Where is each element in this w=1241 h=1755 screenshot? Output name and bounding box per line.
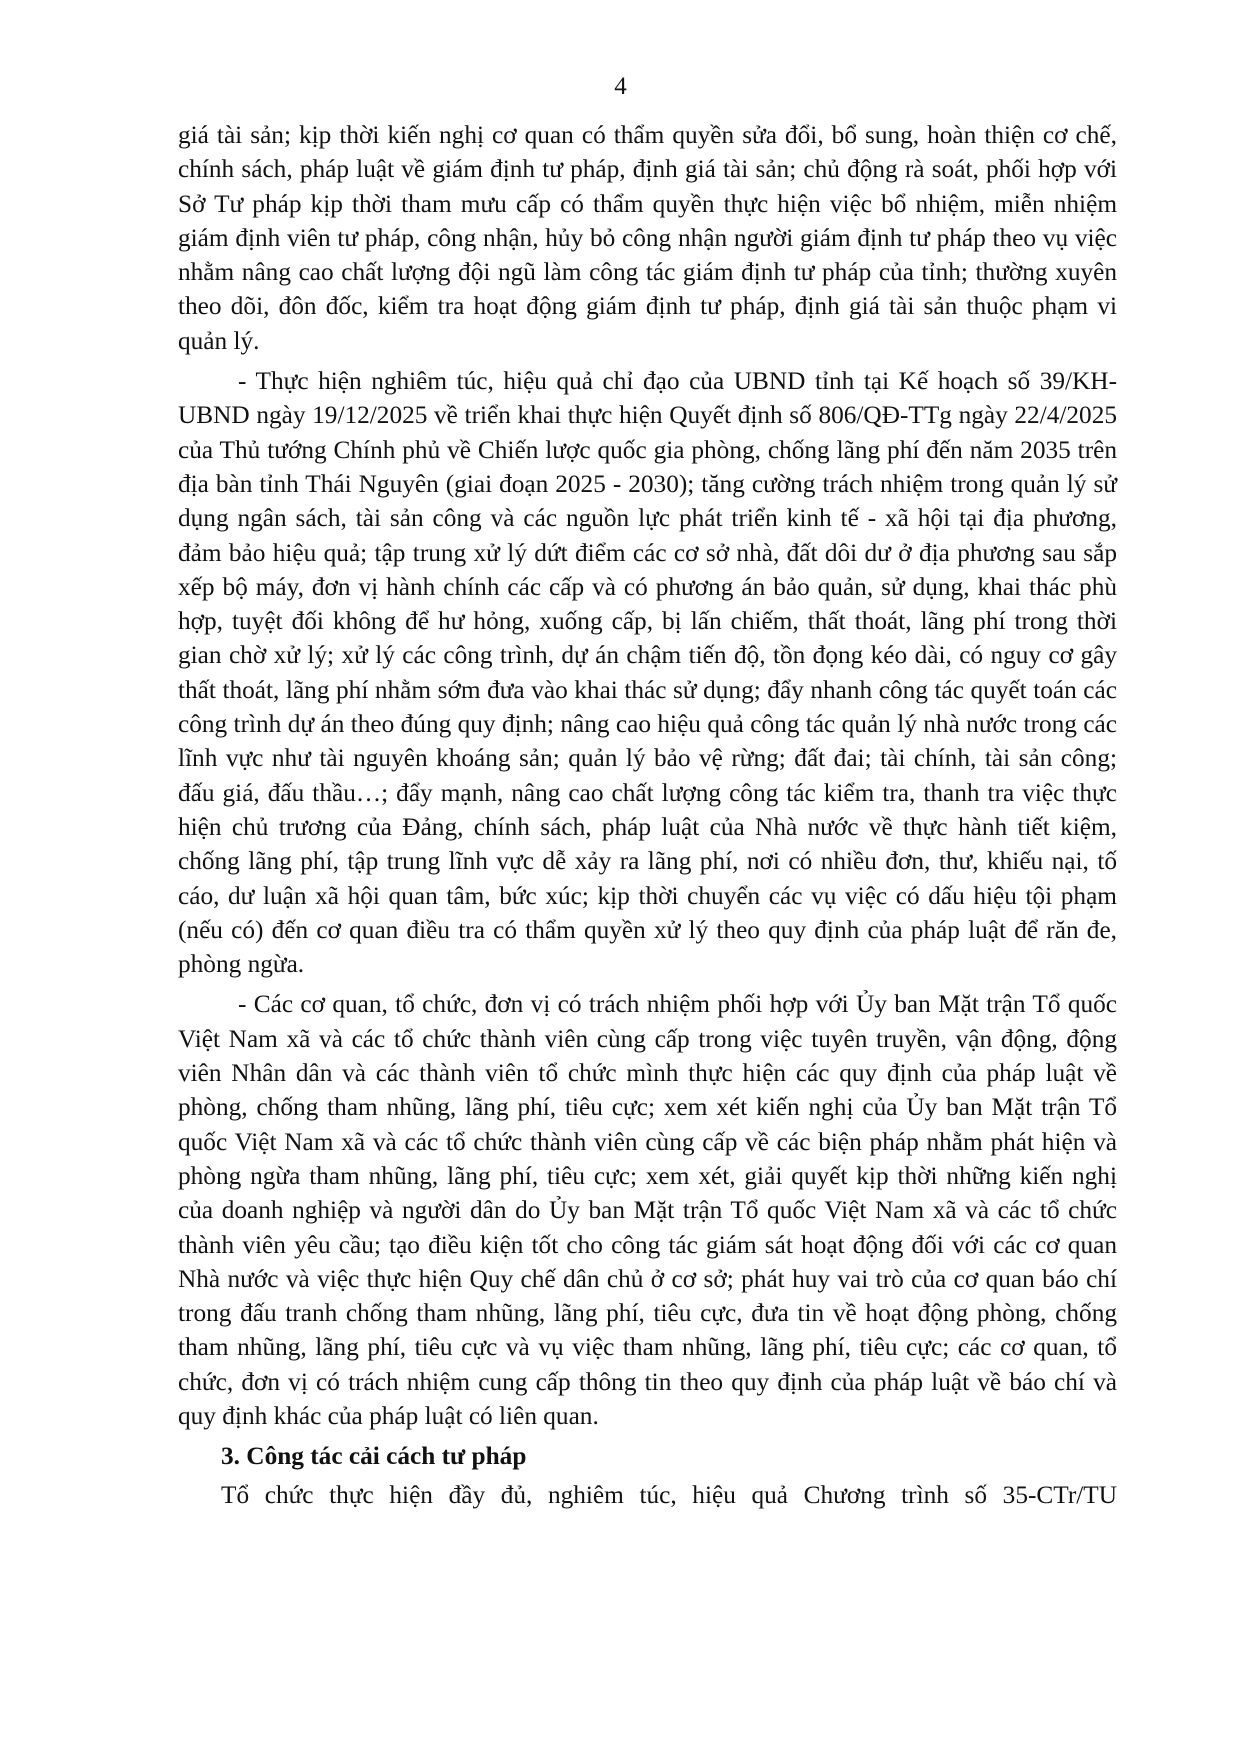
paragraph-fatherland-front: - Các cơ quan, tổ chức, đơn vị có trách nhiệm phối hợp với Ủy ban Mặt trận Tổ quốc Việt Nam xã và các tổ chức thành viên cùng cấp trong việc tuyên truyền, vận động, động viên Nhân dân và các thành viên tổ chức mình thực hiện các quy định của pháp luật về phòng, chống tham nhũng, lãng phí, tiêu cực; xem xét kiến nghị của Ủy ban Mặt trận Tổ quốc Việt Nam xã và các tổ chức thành viên cùng cấp về các biện pháp nhằm phát hiện và phòng ngừa tham nhũng, lãng phí, tiêu cực; xem xét, giải quyết kịp thời những kiến nghị của doanh nghiệp và người dân do Ủy ban Mặt trận Tổ quốc Việt Nam xã và các tổ chức thành viên yêu cầu; tạo điều kiện tốt cho công tác giám sát hoạt động đối với các cơ quan Nhà nước và việc thực hiện Quy chế dân chủ ở cơ sở; phát huy vai trò của cơ quan báo chí trong đấu tranh chống tham nhũng, lãng phí, tiêu cực, đưa tin về hoạt động phòng, chống tham nhũng, lãng phí, tiêu cực và vụ việc tham nhũng, lãng phí, tiêu cực; các cơ quan, tổ chức, đơn vị có trách nhiệm cung cấp thông tin theo quy định của pháp luật về báo chí và quy định khác của pháp luật có liên quan. <box>178 990 1117 1430</box>
paragraph-continued: giá tài sản; kịp thời kiến nghị cơ quan có thẩm quyền sửa đổi, bổ sung, hoàn thiện cơ chế, chính sách, pháp luật về giám định tư pháp, định giá tài sản; chủ động rà soát, phối hợp với Sở Tư pháp kịp thời tham mưu cấp có thẩm quyền thực hiện việc bổ nhiệm, miễn nhiệm giám định viên tư pháp, công nhận, hủy bỏ công nhận người giám định tư pháp theo vụ việc nhằm nâng cao chất lượng đội ngũ làm công tác giám định tư pháp của tỉnh; thường xuyên theo dõi, đôn đốc, kiểm tra hoạt động giám định tư pháp, định giá tài sản thuộc phạm vi quản lý. <box>178 121 1117 355</box>
paragraph-waste-prevention: - Thực hiện nghiêm túc, hiệu quả chỉ đạo của UBND tỉnh tại Kế hoạch số 39/KH-UBND ngày 19/12/2025 về triển khai thực hiện Quyết định số 806/QĐ-TTg ngày 22/4/2025 của Thủ tướng Chính phủ về Chiến lược quốc gia phòng, chống lãng phí đến năm 2035 trên địa bàn tỉnh Thái Nguyên (giai đoạn 2025 - 2030); tăng cường trách nhiệm trong quản lý sử dụng ngân sách, tài sản công và các nguồn lực phát triển kinh tế - xã hội tại địa phương, đảm bảo hiệu quả; tập trung xử lý dứt điểm các cơ sở nhà, đất dôi dư ở địa phương sau sắp xếp bộ máy, đơn vị hành chính các cấp và có phương án bảo quản, sử dụng, khai thác phù hợp, tuyệt đối không để hư hỏng, xuống cấp, bị lấn chiếm, thất thoát, lãng phí trong thời gian chờ xử lý; xử lý các công trình, dự án chậm tiến độ, tồn đọng kéo dài, có nguy cơ gây thất thoát, lãng phí nhằm sớm đưa vào khai thác sử dụng; đẩy nhanh công tác quyết toán các công trình dự án theo đúng quy định; nâng cao hiệu quả công tác quản lý nhà nước trong các lĩnh vực như tài nguyên khoáng sản; quản lý bảo vệ rừng; đất đai; tài chính, tài sản công; đấu giá, đấu thầu…; đẩy mạnh, nâng cao chất lượng công tác kiểm tra, thanh tra việc thực hiện chủ trương của Đảng, chính sách, pháp luật của Nhà nước về thực hành tiết kiệm, chống lãng phí, tập trung lĩnh vực dễ xảy ra lãng phí, nơi có nhiều đơn, thư, khiếu nại, tố cáo, dư luận xã hội quan tâm, bức xúc; kịp thời chuyển các vụ việc có dấu hiệu tội phạm (nếu có) đến cơ quan điều tra có thẩm quyền xử lý theo quy định của pháp luật để răn đe, phòng ngừa. <box>178 367 1117 979</box>
section-heading-judicial-reform: 3. Công tác cải cách tư pháp <box>221 1442 527 1471</box>
paragraph-judicial-reform-start: Tổ chức thực hiện đầy đủ, nghiêm túc, hiệu quả Chương trình số 35-CTr/TU <box>221 1480 1117 1509</box>
page-number: 4 <box>614 73 627 100</box>
page-body <box>178 118 1117 1512</box>
